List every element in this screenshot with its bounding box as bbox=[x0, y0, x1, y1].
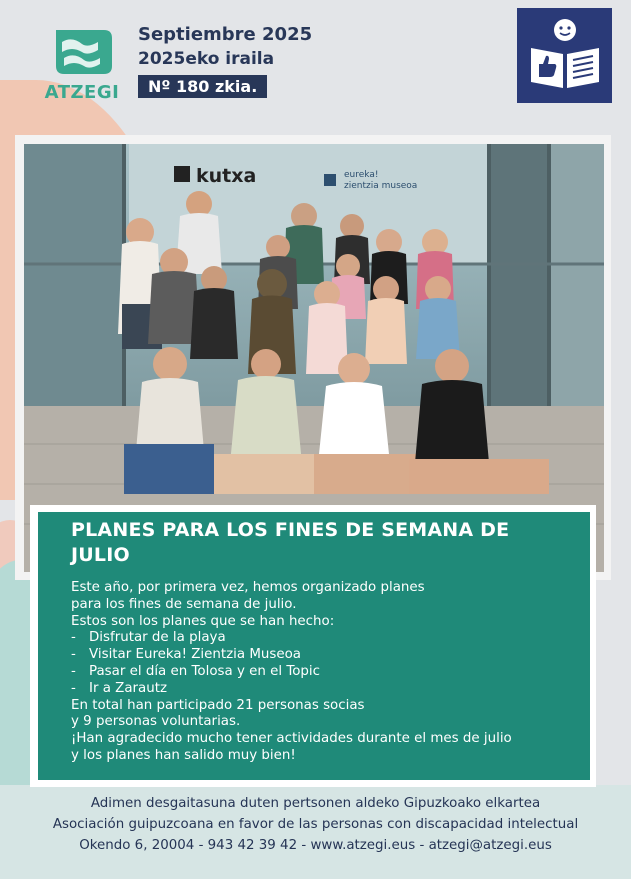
bullet-dash: - bbox=[71, 663, 76, 679]
issue-date-basque: 2025eko iraila bbox=[138, 49, 275, 69]
footer-line-spanish: Asociación guipuzcoana en favor de las personas con discapacidad intelectual bbox=[52, 817, 579, 832]
article-body bbox=[71, 580, 571, 765]
logo-text: ATZEGI bbox=[44, 82, 120, 103]
body-line: Este año, por primera vez, hemos organizado planes bbox=[71, 580, 425, 595]
body-line: Estos son los planes que se han hecho: bbox=[71, 613, 335, 629]
list-item-text: Pasar el día en Tolosa y en el Topic bbox=[89, 663, 321, 679]
easy-read-icon bbox=[517, 8, 612, 103]
list-item bbox=[71, 681, 571, 698]
eureka-sign: eureka! bbox=[344, 170, 379, 180]
kutxa-sign: kutxa bbox=[196, 165, 257, 187]
list-item-text: Visitar Eureka! Zientzia Museoa bbox=[89, 647, 301, 663]
body-line: y 9 personas voluntarias. bbox=[71, 714, 241, 730]
body-line: En total han participado 21 personas socias bbox=[71, 697, 365, 713]
hands-logo-icon bbox=[42, 28, 122, 84]
list-item bbox=[71, 630, 571, 647]
footer-contact: Okendo 6, 20004 - 943 42 39 42 - www.atzegi.eus - atzegi@atzegi.eus bbox=[79, 838, 552, 853]
list-item bbox=[71, 647, 571, 664]
museum-sign: zientzia museoa bbox=[344, 181, 418, 191]
footer-line-basque: Adimen desgaitasuna duten pertsonen aldeko Gipuzkoako elkartea bbox=[90, 796, 541, 811]
bullet-dash: - bbox=[71, 630, 76, 646]
list-item-text: Ir a Zarautz bbox=[89, 680, 168, 696]
issue-number-badge: Nº 180 zkia. bbox=[138, 75, 267, 98]
bullet-dash: - bbox=[71, 647, 76, 663]
list-item bbox=[71, 664, 571, 681]
body-line: para los fines de semana de julio. bbox=[71, 596, 297, 612]
body-line: ¡Han agradecido mucho tener actividades durante el mes de julio bbox=[71, 731, 512, 747]
issue-date-spanish: Septiembre 2025 bbox=[138, 24, 313, 45]
bullet-dash: - bbox=[71, 680, 76, 696]
article-box bbox=[38, 512, 590, 780]
list-item-text: Disfrutar de la playa bbox=[89, 630, 226, 646]
article-title: PLANES PARA LOS FINES DE SEMANA DE JULIO bbox=[71, 519, 510, 566]
body-line: y los planes han salido muy bien! bbox=[71, 747, 296, 763]
atzegi-logo bbox=[42, 28, 122, 102]
